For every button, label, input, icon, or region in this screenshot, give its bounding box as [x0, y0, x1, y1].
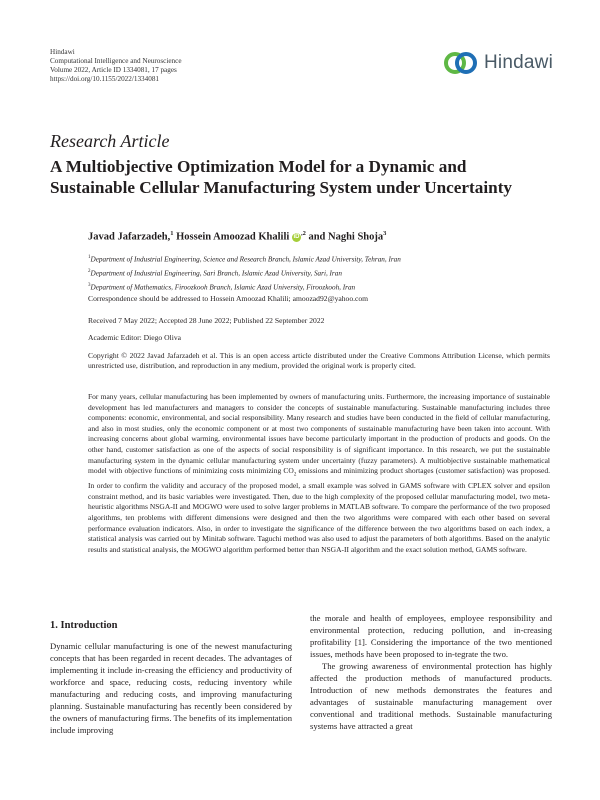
- intro-paragraph-1: Dynamic cellular manufacturing is one of the newest manufacturing concepts that has been regarded in recent decades. The advantages of implementing it include in-creasing the efficiency and productivity of workforce and space, reducing costs, reducing inventory while manufacturing and reducing costs, and improving manufacturing planning. Sustainable manufacturing has recently been considered by the owners of manufacturing firms. The benefits of its implementation include improving: [50, 641, 292, 735]
- journal-meta: [50, 48, 182, 84]
- affiliation-1: $^1$Department of Industrial Engineering, Science and Research Branch, Islamic Azad University, Tehran, Iran: [88, 255, 401, 264]
- author-list: [88, 230, 386, 243]
- orcid-icon[interactable]: iD: [293, 233, 300, 240]
- author-1[interactable]: Javad Jafarzadeh,: [88, 231, 171, 243]
- section-heading-introduction: 1. Introduction: [50, 620, 118, 631]
- article-type: Research Article: [50, 131, 170, 151]
- intro-paragraph-2: the morale and health of employees, employee responsibility and environmental protection, reducing pollution, and in-creasing profitability [1]. Considering the importance of the two mentioned issues, methods have been proposed to in-tegrate the two.: [310, 613, 552, 659]
- intro-left-column: [50, 640, 292, 736]
- copyright-notice: Copyright © 2022 Javad Jafarzadeh et al. This is an open access article distributed under the Creative Commons Attribution License, which permits unrestricted use, distribution, and reproduction in any medium, provided the original work is properly cited.: [88, 351, 550, 370]
- doi-link[interactable]: https://doi.org/10.1155/2022/1334081: [50, 75, 160, 83]
- article-title: A Multiobjective Optimization Model for a Dynamic and Sustainable Cellular Manufacturing System under Uncertainty: [50, 157, 513, 197]
- author-2[interactable]: Hossein Amoozad Khalili: [176, 231, 290, 243]
- dates: Received 7 May 2022; Accepted 28 June 2022; Published 22 September 2022: [88, 316, 325, 325]
- abstract: For many years, cellular manufacturing has been implemented by owners of manufacturing units. Furthermore, the increasing importance of sustainable development has led manufacturers and managers to consider the concepts of sustainable manufacturing. Sustainable manufacturing includes three components: economic, environmental, and social responsibility. Many research and studies have been conducted in the field of cellular manufacturing, and also in most studies, only the economic component or at most two components of sustainable manufacturing have been taken into account. With increasing concerns about global warming, environmental issues have become particularly important in the production of products and goods. On the other hand, customer satisfaction as one of the aspects of social responsibility is of significant importance. In this research, we put the sustainable manufacturing system in the dynamic cellular manufacturing system under uncertainty (fuzzy parameters). A multiobjective sustainable mathematical model with objective functions of minimizing costs minimizing $CO_2$ emissions and minimizing product shortages (customer satisfaction) was proposed. In order to confirm the validity and accuracy of the proposed model, a small example was solved in GAMS software with CPLEX solver and epsilon constraint method, and its basic variables were investigated. Then, due to the high complexity of the proposed cellular manufacturing model, two meta-heuristic algorithms NSGA-II and MOGWO were used to solve larger problems in MATLAB software. To compare the performance of the two proposed algorithms, ten problems with different dimensions were designed and then the two algorithms were compared with each other based on several performance evaluation indicators. Also, in order to investigate the significance of the difference between the two algorithms based on each index, a statistical analysis was carried out by Minitab software. Taguchi method was also used to adjust the parameters of both algorithms. Based on the analytic results and statistical analysis, the MOGWO algorithm performed better than NSGA-II algorithm and the exact solution method, GAMS software.: [88, 392, 550, 554]
- intro-right-column: [310, 612, 552, 732]
- hindawi-logo-text: Hindawi: [484, 52, 553, 73]
- intro-paragraph-3: The growing awareness of environmental protection has highly affected the production methods of manufactured products. Introduction of new methods demonstrates the features and advantages of sustainable manufacturing management over conventional and traditional methods. Sustainable manufacturing systems have attracted a great: [310, 661, 552, 731]
- affiliations: [88, 252, 401, 294]
- author-2-sup: ,2: [300, 230, 306, 237]
- author-3-sup: 3: [383, 230, 387, 237]
- publisher-name: Hindawi: [50, 48, 75, 56]
- author-1-sup: 1: [170, 230, 174, 237]
- affiliation-3: $^3$Department of Mathematics, Firoozkooh Branch, Islamic Azad University, Firoozkooh, Iran: [88, 282, 356, 292]
- academic-editor: Academic Editor: Diego Oliva: [88, 333, 181, 342]
- author-conjunction: and: [308, 231, 326, 243]
- author-3[interactable]: Naghi Shoja: [328, 231, 384, 243]
- affiliation-2: $^2$Department of Industrial Engineering, Sari Branch, Islamic Azad University, Sari, Iran: [88, 268, 342, 278]
- correspondence: Correspondence should be addressed to Hossein Amoozad Khalili; amoozad92@yahoo.com: [88, 294, 369, 303]
- journal-name: Computational Intelligence and Neuroscience: [50, 57, 182, 65]
- volume-line: Volume 2022, Article ID 1334081, 17 pages: [50, 66, 177, 74]
